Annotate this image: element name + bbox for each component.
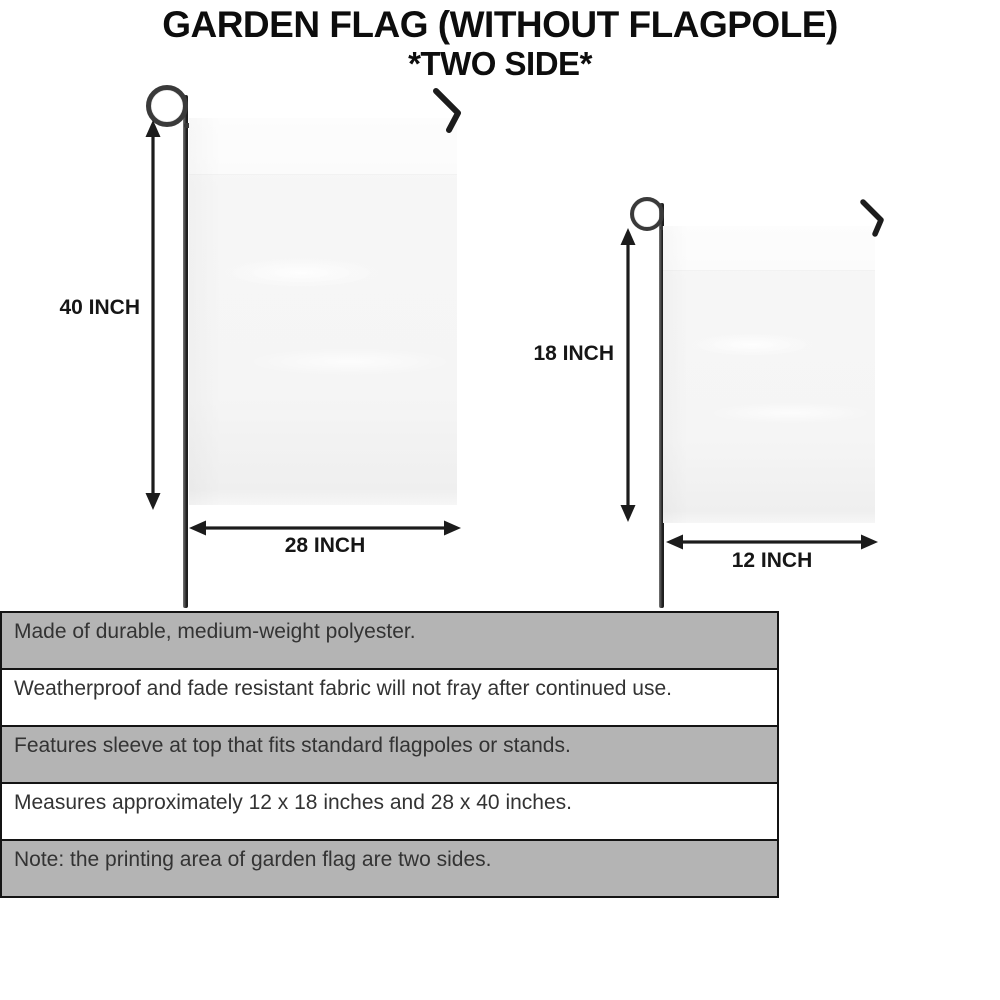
page-subtitle: *TWO SIDE* bbox=[408, 45, 592, 82]
flagpole-large bbox=[183, 95, 188, 608]
flag-canvas-large bbox=[189, 118, 457, 505]
flag-hook-large-icon bbox=[428, 84, 468, 136]
flag-canvas-small bbox=[663, 226, 875, 523]
height-arrow-small bbox=[617, 228, 639, 522]
feature-row bbox=[2, 725, 777, 782]
height-label-small: 18 INCH bbox=[533, 342, 614, 365]
feature-row bbox=[2, 839, 777, 896]
flag-hook-small-icon bbox=[856, 196, 890, 240]
feature-text: Weatherproof and fade resistant fabric will not fray after continued use. bbox=[14, 677, 672, 700]
height-label-large: 40 INCH bbox=[59, 296, 140, 319]
width-label-small: 12 INCH bbox=[731, 549, 813, 572]
flagpole-loop-small-icon bbox=[630, 197, 664, 231]
feature-text: Note: the printing area of garden flag are two sides. bbox=[14, 848, 492, 871]
flag-fabric-sheen-large bbox=[189, 118, 457, 505]
feature-text: Measures approximately 12 x 18 inches and 28 x 40 inches. bbox=[14, 791, 572, 814]
height-arrow-large bbox=[142, 120, 164, 510]
feature-row bbox=[2, 668, 777, 725]
feature-row bbox=[2, 613, 777, 668]
flag-sleeve-large bbox=[189, 118, 457, 175]
flag-sleeve-small bbox=[663, 226, 875, 271]
feature-text: Made of durable, medium-weight polyester. bbox=[14, 620, 416, 643]
features-table bbox=[0, 611, 779, 898]
feature-row bbox=[2, 782, 777, 839]
page-title: GARDEN FLAG (WITHOUT FLAGPOLE) bbox=[162, 4, 838, 45]
width-label-large: 28 INCH bbox=[284, 534, 366, 557]
feature-text: Features sleeve at top that fits standard flagpoles or stands. bbox=[14, 734, 571, 757]
